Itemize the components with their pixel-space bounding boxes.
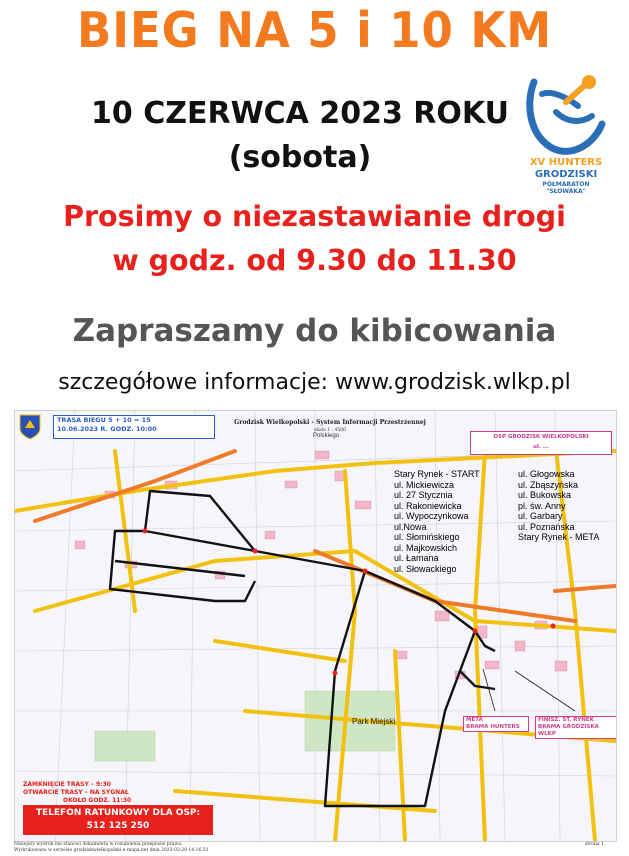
route-street: ul. Garbary <box>518 511 563 521</box>
finish-label-box <box>535 716 617 739</box>
closure-line-3: OKOŁO GODZ. 11:30 <box>63 797 132 804</box>
logo-line-1: XV HUNTERS <box>529 157 603 168</box>
route-street: ul. Majkowskich <box>394 542 458 553</box>
route-street: ul.Nowa <box>394 521 427 532</box>
route-street: ul. Słowackiego <box>394 563 457 574</box>
logo-line-2: GRODZISKI <box>534 169 598 180</box>
poster-title: BIEG NA 5 i 10 KM <box>76 2 553 59</box>
phone-label: TELEFON RATUNKOWY DLA OSP: <box>35 808 201 818</box>
route-info-box <box>53 415 215 439</box>
info-text: szczegółowe informacje: www.grodzisk.wlkp.pl <box>58 370 571 395</box>
route-street: ul. Mickiewicza <box>394 479 455 490</box>
map-header: Grodzisk Wielkopolski - System Informacji Przestrzennej <box>234 419 426 426</box>
route-street: ul. 27 Stycznia <box>394 490 453 500</box>
finish-line-2: BRAMA GRODZISKA WLKP <box>538 724 599 737</box>
park-label: Park Miejski <box>352 717 396 726</box>
logo-line-4-text: "SŁOWAKA" <box>546 188 586 195</box>
event-date: 10 CZERWCA 2023 ROKU <box>91 96 509 131</box>
street-label: Polskiego <box>313 433 340 439</box>
osp-line-1: OSP GRODZISK WIELKOPOLSKI <box>493 434 589 440</box>
route-street: ul. Zbąszyńska <box>518 479 579 490</box>
closure-line-2: OTWARCIE TRASY – NA SYGNAŁ <box>23 789 129 796</box>
route-street: ul. Wypoczynkowa <box>394 511 469 521</box>
invite-text: Zapraszamy do kibicowania <box>72 313 557 349</box>
footer-note <box>14 842 209 854</box>
route-map <box>14 410 617 842</box>
event-day: (sobota) <box>228 140 372 175</box>
route-column-2 <box>518 469 599 543</box>
emergency-phone-box <box>23 805 213 835</box>
finish-line-1: FINISZ. ST. RYNEK <box>538 717 594 723</box>
meta-line-1: META <box>466 717 483 723</box>
city-crest-icon <box>19 414 41 440</box>
route-box-line-1: TRASA BIEGU 5 + 10 = 15 <box>57 416 151 424</box>
footer-page: strona 1 <box>585 842 604 847</box>
route-street: pl. św. Anny <box>518 500 566 511</box>
route-street: ul. Słomińskiego <box>394 532 460 542</box>
route-street: Stary Rynek - START <box>394 469 480 479</box>
closure-times <box>23 781 173 805</box>
route-column-1 <box>394 469 480 574</box>
osp-box <box>470 431 612 455</box>
half-marathon-logo <box>522 72 610 195</box>
logo-line-3-text: PÓŁMARATON <box>542 181 590 188</box>
phone-number: 512 125 250 <box>86 821 150 831</box>
closure-line-1: ZAMKNIĘCIE TRASY – 9:30 <box>23 781 111 788</box>
route-box-line-2: 10.06.2023 R. GODZ. 10:00 <box>57 425 157 433</box>
route-street: ul. Rakoniewicka <box>394 500 462 511</box>
warning-line-2: w godz. od 9.30 do 11.30 <box>112 244 517 277</box>
warning-line-1: Prosimy o niezastawianie drogi <box>63 200 566 233</box>
footer-line-2: Wydrukowano w serwisie grodziskwielkopolski.e-mapa.net dnia 2023-03-28 14:16:51 <box>14 848 209 853</box>
map-scale: skala 1 : 4500 <box>314 428 346 433</box>
runner-logo-icon <box>522 72 610 156</box>
route-street: ul. Łamana <box>394 553 439 563</box>
meta-label-box <box>463 716 529 732</box>
logo-line-3 <box>522 181 610 195</box>
route-street: ul. Bukowska <box>518 490 572 500</box>
osp-line-2: ul. ... <box>532 444 550 450</box>
route-street: Stary Rynek - META <box>518 532 600 542</box>
footer-line-1: Niniejszy wydruk nie stanowi dokumentu w rozumieniu przepisów prawa. <box>14 842 183 847</box>
meta-line-2: BRAMA HUNTERS <box>466 724 520 730</box>
route-street: ul. Poznańska <box>518 521 575 532</box>
route-street: ul. Głogowska <box>518 469 575 479</box>
